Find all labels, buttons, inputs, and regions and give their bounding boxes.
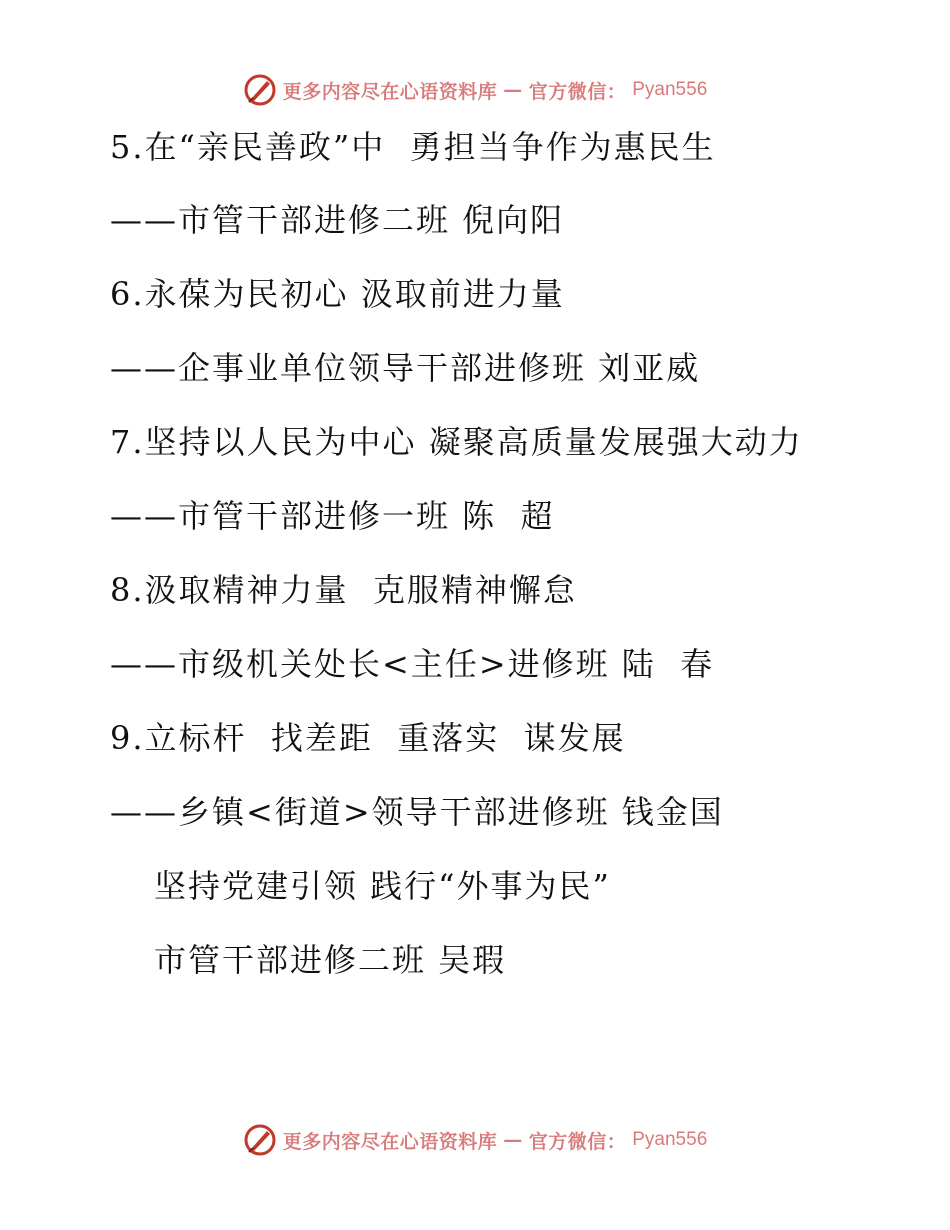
watermark-contact-label: 官方微信：: [528, 80, 627, 103]
item-title-7: 7.坚持以人民为中心 凝聚高质量发展强大动力: [110, 423, 803, 461]
item-title-8: 8.汲取精神力量 克服精神懈怠: [110, 571, 577, 609]
watermark-footer: [0, 1120, 950, 1160]
item-author-9: ——乡镇<街道>领导干部进修班 钱金国: [110, 793, 724, 831]
quill-logo-icon: [243, 1123, 277, 1157]
item-author-7: ——市管干部进修一班 陈 超: [110, 497, 555, 535]
item-title-9: 9.立标杆 找差距 重落实 谋发展: [110, 719, 626, 757]
item-title-5: 5.在“亲民善政”中 勇担当争作为惠民生: [110, 128, 716, 166]
item-author-6: ——企事业单位领导干部进修班 刘亚威: [110, 349, 701, 387]
item-author-8: ——市级机关处长<主任>进修班 陆 春: [110, 645, 715, 683]
watermark-contact-id: Pyan556: [632, 79, 708, 100]
watermark-text: 更多内容尽在心语资料库: [282, 80, 498, 103]
watermark-header: [0, 70, 950, 110]
watermark-dash: —: [503, 1129, 523, 1151]
quill-logo-icon: [243, 73, 277, 107]
watermark-dash: —: [503, 79, 523, 101]
watermark-text: 更多内容尽在心语资料库: [282, 1130, 498, 1153]
item-author-5: ——市管干部进修二班 倪向阳: [110, 201, 565, 239]
item-title-10: 坚持党建引领 践行“外事为民”: [154, 867, 611, 905]
item-title-6: 6.永葆为民初心 汲取前进力量: [110, 275, 565, 313]
watermark-contact-label: 官方微信：: [528, 1130, 627, 1153]
watermark-contact-id: Pyan556: [632, 1129, 708, 1150]
item-author-10: 市管干部进修二班 吴瑕: [154, 941, 507, 979]
